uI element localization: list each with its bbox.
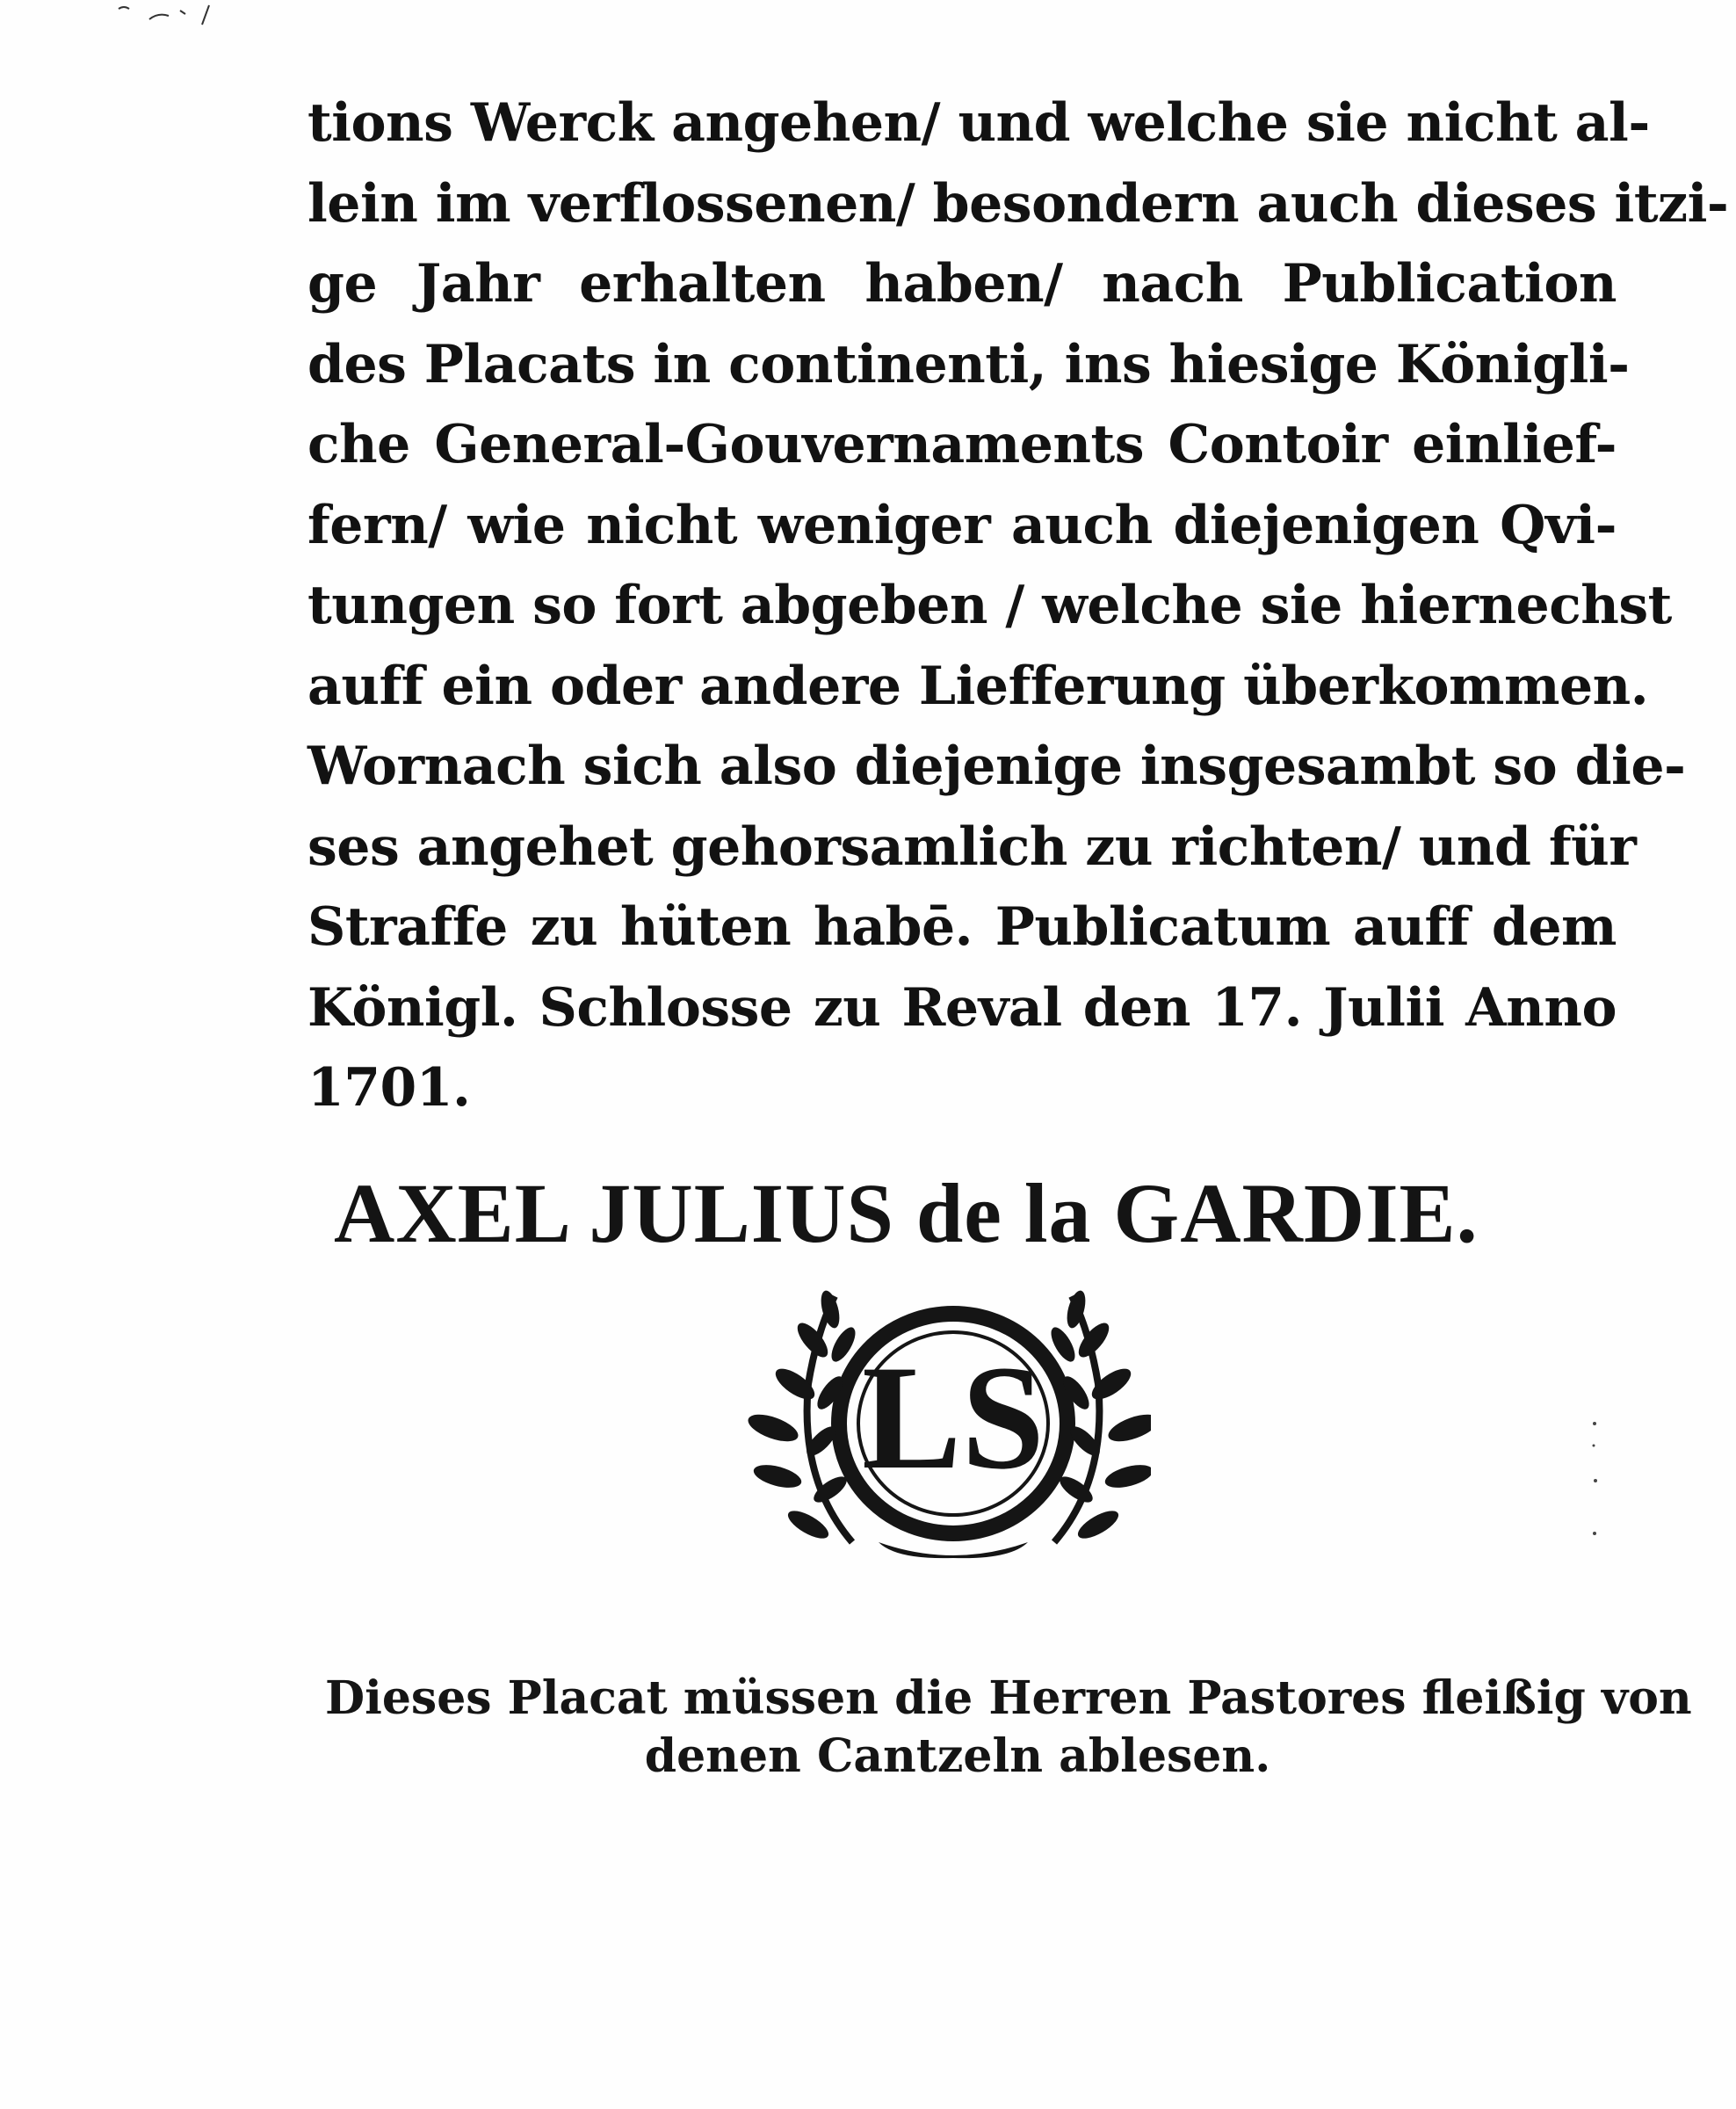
seal-wreath-emblem bbox=[747, 1279, 1151, 1569]
body-line-1: tions Werck angehen/ und welche sie nicht al- bbox=[307, 92, 1650, 154]
margin-specks bbox=[1586, 1419, 1603, 1542]
body-line-3: ge Jahr erhalten haben/ nach Publication bbox=[307, 253, 1617, 315]
body-line-8: auff ein oder andere Liefferung überkommen. bbox=[307, 655, 1649, 717]
footer-line-1: Dieses Placat müssen die Herren Pastores fleißig von bbox=[325, 1671, 1692, 1725]
body-line-11: Straffe zu hüten habē. Publicatum auff dem bbox=[307, 896, 1617, 958]
body-line-6: fern/ wie nicht weniger auch diejenigen Qvi- bbox=[307, 494, 1617, 556]
footer-note bbox=[325, 1670, 1692, 1786]
body-line-2: lein im verflossenen/ besondern auch dieses itzi- bbox=[307, 172, 1729, 235]
footer-line-2: denen Cantzeln ablesen. bbox=[644, 1729, 1271, 1783]
body-line-13: 1701. bbox=[307, 1057, 471, 1119]
seal-monogram: LS bbox=[862, 1335, 1045, 1500]
signature: AXEL JULIUS de la GARDIE. bbox=[334, 1166, 1479, 1260]
body-line-5: che General-Gouvernaments Contoir einlief- bbox=[307, 414, 1617, 475]
body-line-7: tungen so fort abgeben / welche sie hiernechst bbox=[307, 575, 1672, 636]
body-line-12: Königl. Schlosse zu Reval den 17. Julii Anno bbox=[307, 976, 1617, 1039]
corner-marks bbox=[114, 0, 290, 35]
body-line-4: des Placats in continenti, ins hiesige Königli- bbox=[307, 333, 1630, 395]
body-line-10: ses angehet gehorsamlich zu richten/ und für bbox=[307, 815, 1637, 878]
placard-body-text bbox=[307, 83, 1729, 1129]
body-line-9: Wornach sich also diejenige insgesambt so die- bbox=[307, 736, 1686, 797]
